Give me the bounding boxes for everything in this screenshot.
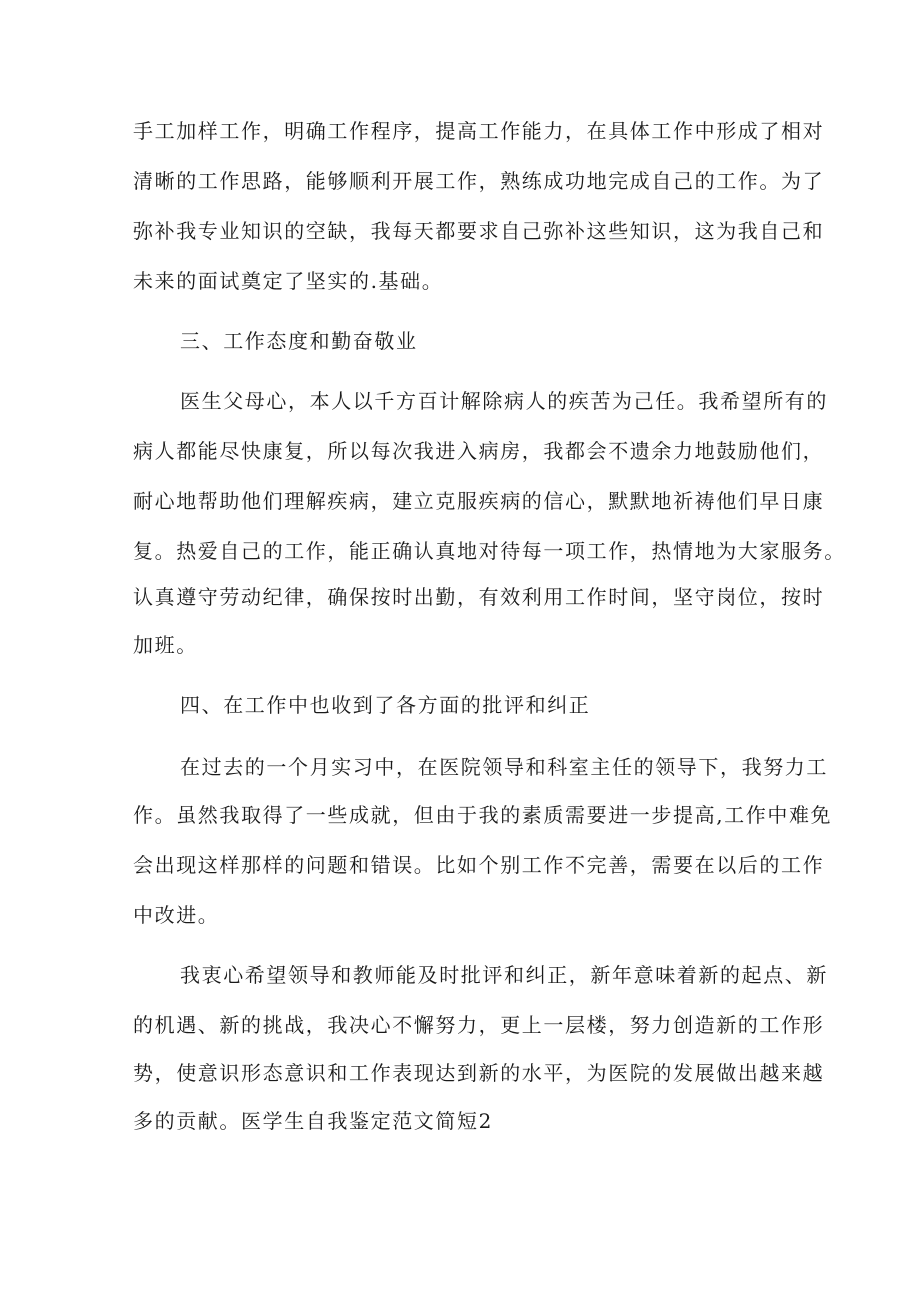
paragraph-line: 中改进。 bbox=[133, 903, 220, 927]
paragraph-line: 耐心地帮助他们理解疾病，建立克服疾病的信心，默默地祈祷他们早日康 bbox=[133, 489, 825, 513]
paragraph-line: 认真遵守劳动纪律，确保按时出勤，有效利用工作时间，坚守岗位，按时 bbox=[133, 585, 825, 609]
paragraph-line: 多的贡献。医学生自我鉴定范文简短2 bbox=[133, 1109, 493, 1133]
paragraph-line: 的机遇、新的挑战，我决心不懈努力，更上一层楼，努力创造新的工作形 bbox=[133, 1013, 825, 1037]
paragraph-line: 复。热爱自己的工作，能正确认真地对待每一项工作，热情地为大家服务。 bbox=[133, 539, 846, 563]
paragraph-line: 未来的面试奠定了坚实的.基础。 bbox=[133, 269, 444, 293]
paragraph-line: 病人都能尽快康复，所以每次我进入病房，我都会不遗余力地鼓励他们， bbox=[133, 439, 825, 463]
paragraph-line: 手工加样工作，明确工作程序，提高工作能力，在具体工作中形成了相对 bbox=[133, 119, 825, 143]
paragraph-line: 会出现这样那样的问题和错误。比如个别工作不完善，需要在以后的工作 bbox=[133, 853, 825, 877]
paragraph-line: 我衷心希望领导和教师能及时批评和纠正，新年意味着新的起点、新 bbox=[180, 963, 828, 987]
paragraph-line: 势，使意识形态意识和工作表现达到新的水平，为医院的发展做出越来越 bbox=[133, 1061, 825, 1085]
paragraph-line: 清晰的工作思路，能够顺利开展工作，熟练成功地完成自己的工作。为了 bbox=[133, 169, 825, 193]
paragraph-line: 弥补我专业知识的空缺，我每天都要求自己弥补这些知识，这为我自己和 bbox=[133, 219, 825, 243]
section-heading-3: 三、工作态度和勤奋敬业 bbox=[180, 329, 418, 353]
section-heading-4: 四、在工作中也收到了各方面的批评和纠正 bbox=[180, 693, 591, 717]
paragraph-line: 医生父母心，本人以千方百计解除病人的疾苦为己任。我希望所有的 bbox=[180, 389, 828, 413]
paragraph-line: 作。虽然我取得了一些成就，但由于我的素质需要进一步提高,工作中难免 bbox=[133, 803, 833, 827]
paragraph-line: 加班。 bbox=[133, 633, 198, 657]
paragraph-line: 在过去的一个月实习中，在医院领导和科室主任的领导下，我努力工 bbox=[180, 755, 828, 779]
